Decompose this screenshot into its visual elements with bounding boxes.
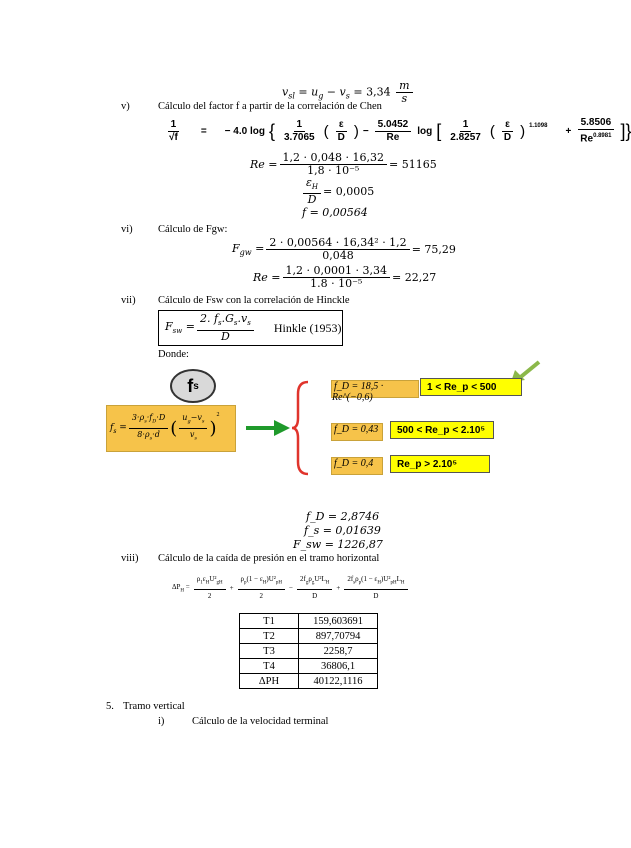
- fs-result: f_s = 0,01639: [304, 524, 381, 537]
- f-value: f = 0,00564: [302, 206, 368, 219]
- donde-label: Donde:: [158, 349, 189, 360]
- fsw-formula-box: $F_{sw}$ = $\frac{2. f_s.G_s.v_s}{D}$ Hinkle (1953): [158, 310, 343, 346]
- table-row: ΔPH 40122,1116: [240, 674, 378, 689]
- table-row: T2 897,70794: [240, 629, 378, 644]
- green-arrow-icon: [246, 419, 290, 437]
- section-viii-number: viii): [121, 553, 139, 564]
- hinkle-reference: Hinkle (1953): [273, 320, 342, 335]
- fs-circle: f s: [170, 369, 216, 403]
- pressure-results-table: [239, 613, 378, 689]
- re-equation-2: Re = $\frac{1,2 \cdot 0,0001 \cdot 3,34}{\text{1.8 · 10⁻⁵}}$ = 22,27: [253, 264, 437, 290]
- fsw-result: F_sw = 1226,87: [293, 538, 383, 551]
- section-vii-number: vii): [121, 295, 136, 306]
- fs-formula-box: $f_s$ = $\frac{3\cdot\rho_s\cdot f_D\cdot D}{8\cdot\rho_s\cdot d}$ ( $\frac{u_g-v_s}{v_s}$ ) 2: [106, 405, 236, 452]
- case3-range: Re_p > 2.10⁵: [390, 455, 490, 473]
- section-5i-number: i): [158, 716, 165, 727]
- section-vi-title: Cálculo de Fgw:: [158, 224, 228, 235]
- vsl-equation: $v_{sl} = u_g - v_s = 3,34$ $\frac{m}{s}$: [282, 80, 415, 105]
- fgw-equation: $F_{gw}$ = $\frac{\text{2 · 0,00564 · 16,34² · 1,2}}{0,048}$ = 75,29: [232, 236, 456, 262]
- re-equation-1: Re = $\frac{1,2 \cdot 0,048 \cdot 16,32}{\text{1,8 · 10⁻⁵}}$ = 51165: [250, 151, 437, 177]
- section-5-title: Tramo vertical: [123, 701, 185, 712]
- eps-ratio-equation: $\frac{\varepsilon_H}{D}$ = 0,0005: [301, 177, 374, 206]
- red-brace-icon: [290, 380, 312, 476]
- section-v-number: v): [121, 101, 130, 112]
- case2-formula: f_D = 0,43: [331, 423, 383, 441]
- case1-formula: f_D = 18,5 · Re^(−0,6): [331, 380, 419, 398]
- chen-equation: $\frac{1}{√f}$ = − 4.0 log { $\frac{1}{3.7065}$ ( $\frac{\varepsilon}{D}$ ) − $\frac{5.0452}{Re}$ log [ $\frac{1}{2.8257}$ ( $\frac{\varepsilon}{D}$ ) 1.1098 + $\frac{5.8506}{Re^{0.8981}}$ ]}: [169, 117, 631, 145]
- section-v-title: Cálculo del factor f a partir de la correlación de Chen: [158, 101, 382, 112]
- table-row: T1 159,603691: [240, 614, 378, 629]
- section-vi-number: vi): [121, 224, 133, 235]
- fd-result: f_D = 2,8746: [306, 510, 380, 523]
- section-5-number: 5.: [106, 701, 114, 712]
- section-vii-title: Cálculo de Fsw con la correlación de Hinckle: [158, 295, 350, 306]
- table-row: T4 36806,1: [240, 659, 378, 674]
- section-viii-title: Cálculo de la caída de presión en el tramo horizontal: [158, 553, 380, 564]
- pressure-drop-equation: $\Delta P_H$ = $\frac{\rho_1\varepsilon_HU^2_{gH}}{2}$ + $\frac{\rho_p(1 - \varepsilon_H)U^2_{pH}}{2}$ − $\frac{2f_g\rho_gU^2L_H}{D}$ + $\frac{2f_s\rho_p(1 - \varepsilon_H)U^2_{pH}L_H}{D}$: [172, 573, 432, 602]
- case2-range: 500 < Re_p < 2.10⁵: [390, 421, 494, 439]
- section-5i-title: Cálculo de la velocidad terminal: [192, 716, 329, 727]
- case1-range: 1 < Re_p < 500: [420, 378, 522, 396]
- case3-formula: f_D = 0,4: [331, 457, 383, 475]
- table-row: T3 2258,7: [240, 644, 378, 659]
